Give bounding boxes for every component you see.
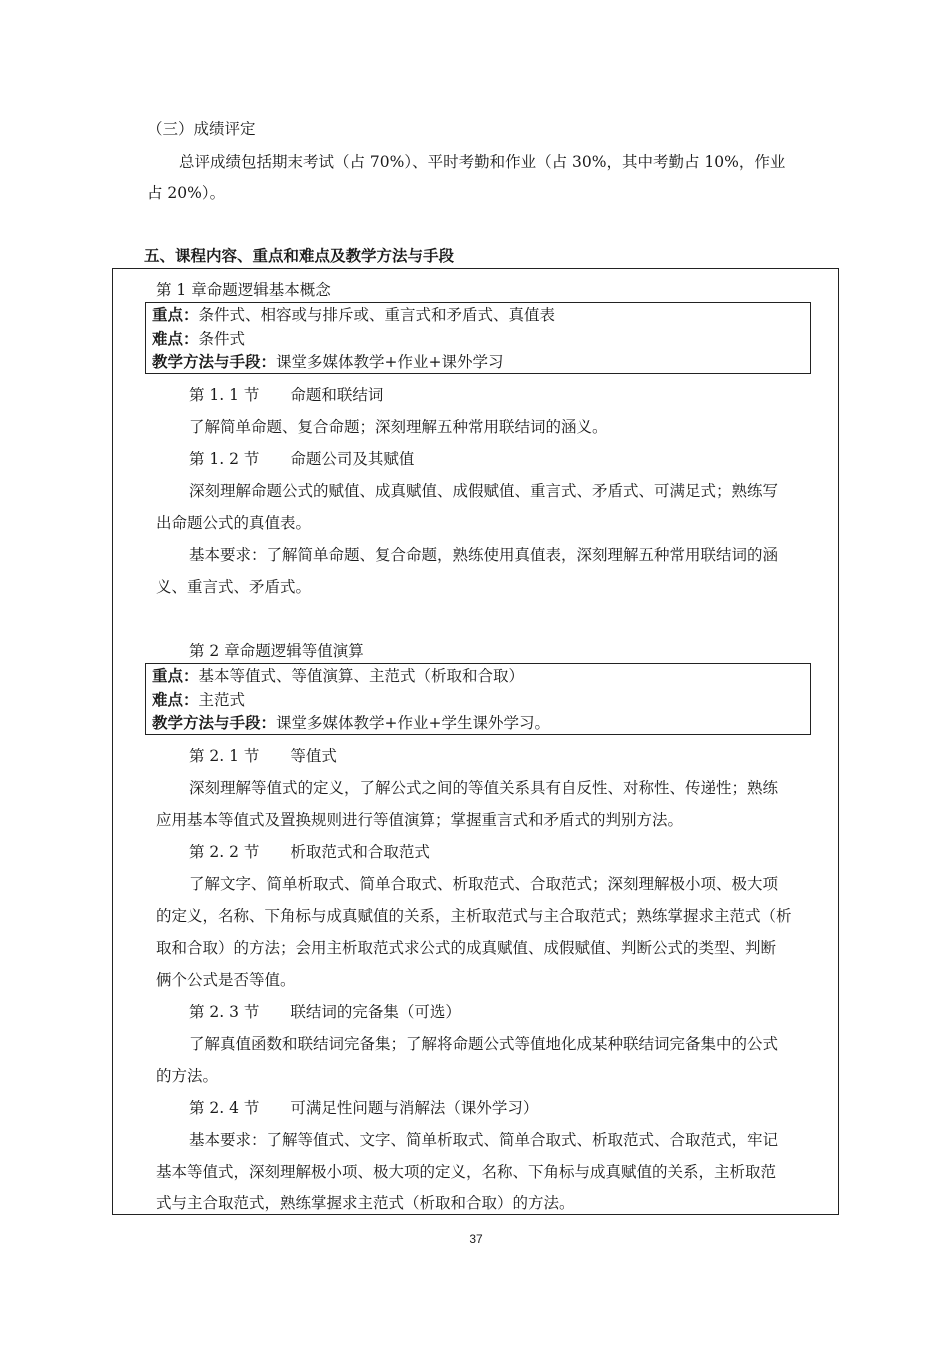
difficulty-label: 难点： xyxy=(152,329,199,348)
grading-text-line-2: 占 20%）。 xyxy=(147,184,226,202)
chapter-1-difficulty xyxy=(152,329,245,349)
chapter-2-summary-box xyxy=(145,663,811,735)
chapter-1-requirement-line-1: 基本要求：了解简单命题、复合命题，熟练使用真值表，深刻理解五种常用联结词的涵 xyxy=(189,546,779,564)
method-label: 教学方法与手段： xyxy=(152,352,277,371)
chapter-2-title: 第 2 章命题逻辑等值演算 xyxy=(189,642,364,660)
keypoint-text: 条件式、相容或与排斥或、重言式和矛盾式、真值表 xyxy=(198,306,556,324)
difficulty-text: 主范式 xyxy=(198,691,246,709)
section-2-2-text-line-4: 俩个公式是否等值。 xyxy=(156,971,296,989)
chapter-2-difficulty xyxy=(152,690,245,710)
section-2-1-heading: 第 2. 1 节 等值式 xyxy=(189,747,337,765)
chapter-1-summary-box xyxy=(145,302,811,374)
method-label: 教学方法与手段： xyxy=(152,713,277,732)
section-2-1-text-line-2: 应用基本等值式及置换规则进行等值演算；掌握重言式和矛盾式的判别方法。 xyxy=(156,811,684,829)
chapter-2-requirement-line-3: 式与主合取范式，熟练掌握求主范式（析取和合取）的方法。 xyxy=(156,1194,575,1212)
chapter-2-keypoint xyxy=(152,666,524,686)
grading-text-line-1: 总评成绩包括期末考试（占 70%）、平时考勤和作业（占 30%，其中考勤占 10%，作业 xyxy=(179,153,786,171)
difficulty-text: 条件式 xyxy=(198,330,246,348)
section-1-2-text-line-1: 深刻理解命题公式的赋值、成真赋值、成假赋值、重言式、矛盾式、可满足式；熟练写 xyxy=(189,482,779,500)
chapter-1-method xyxy=(152,352,504,372)
section-2-3-text-line-1: 了解真值函数和联结词完备集；了解将命题公式等值地化成某种联结词完备集中的公式 xyxy=(189,1035,779,1053)
difficulty-label: 难点： xyxy=(152,690,199,709)
section-1-2-heading: 第 1. 2 节 命题公司及其赋值 xyxy=(189,450,415,468)
section-1-1-text: 了解简单命题、复合命题；深刻理解五种常用联结词的涵义。 xyxy=(189,418,608,436)
section-2-1-text-line-1: 深刻理解等值式的定义，了解公式之间的等值关系具有自反性、对称性、传递性；熟练 xyxy=(189,779,779,797)
chapter-1-title: 第 1 章命题逻辑基本概念 xyxy=(156,281,331,299)
section-2-4-heading: 第 2. 4 节 可满足性问题与消解法（课外学习） xyxy=(189,1099,539,1117)
section-2-2-text-line-2: 的定义，名称、下角标与成真赋值的关系，主析取范式与主合取范式；熟练掌握求主范式（析 xyxy=(156,907,792,925)
section-2-2-text-line-1: 了解文字、简单析取式、简单合取式、析取范式、合取范式；深刻理解极小项、极大项 xyxy=(189,875,779,893)
grading-heading: （三）成绩评定 xyxy=(147,120,256,138)
keypoint-text: 基本等值式、等值演算、主范式（析取和合取） xyxy=(198,667,525,685)
section-1-1-heading: 第 1. 1 节 命题和联结词 xyxy=(189,386,384,404)
section-2-3-heading: 第 2. 3 节 联结词的完备集（可选） xyxy=(189,1003,461,1021)
keypoint-label: 重点： xyxy=(152,666,199,685)
method-text: 课堂多媒体教学+作业+课外学习 xyxy=(276,353,504,371)
method-text: 课堂多媒体教学+作业+学生课外学习。 xyxy=(276,714,550,732)
chapter-2-requirement-line-2: 基本等值式，深刻理解极小项、极大项的定义，名称、下角标与成真赋值的关系，主析取范 xyxy=(156,1163,777,1181)
section-2-2-heading: 第 2. 2 节 析取范式和合取范式 xyxy=(189,843,430,861)
chapter-1-keypoint xyxy=(152,305,555,325)
section-2-3-text-line-2: 的方法。 xyxy=(156,1067,219,1085)
chapter-1-requirement-line-2: 义、重言式、矛盾式。 xyxy=(156,578,312,596)
course-content-frame xyxy=(112,268,839,1215)
chapter-2-method xyxy=(152,713,550,733)
section-2-2-text-line-3: 取和合取）的方法；会用主析取范式求公式的成真赋值、成假赋值、判断公式的类型、判断 xyxy=(156,939,777,957)
section-title: 五、课程内容、重点和难点及教学方法与手段 xyxy=(144,246,455,265)
keypoint-label: 重点： xyxy=(152,305,199,324)
section-1-2-text-line-2: 出命题公式的真值表。 xyxy=(156,514,312,532)
page-number: 37 xyxy=(469,1232,483,1246)
chapter-2-requirement-line-1: 基本要求：了解等值式、文字、简单析取式、简单合取式、析取范式、合取范式，牢记 xyxy=(189,1131,779,1149)
